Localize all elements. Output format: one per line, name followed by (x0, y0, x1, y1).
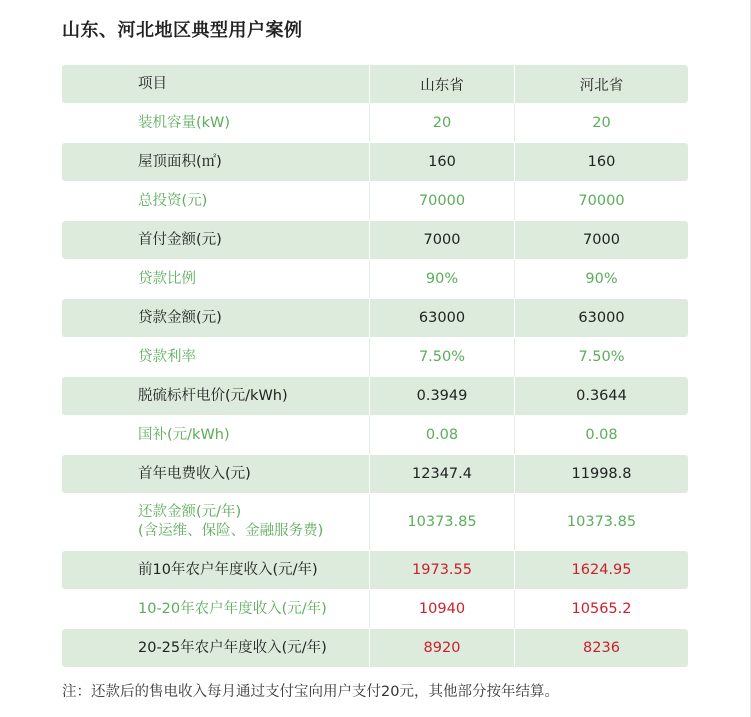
cell-shandong: 0.3949 (369, 377, 514, 415)
cell-hebei: 11998.8 (514, 455, 688, 493)
table-row-capacity (62, 104, 688, 142)
cell-hebei: 10565.2 (514, 590, 688, 628)
table-row-interest-rate (62, 338, 688, 376)
row-label: 首付金额(元) (138, 231, 222, 248)
table-row-income-first-10-years (62, 551, 688, 589)
cell-hebei: 90% (514, 260, 688, 298)
footnote: 注：还款后的售电收入每月通过支付宝向用户支付20元，其他部分按年结算。 (62, 684, 559, 700)
cell-hebei: 63000 (514, 299, 688, 337)
table-row-repayment (62, 494, 688, 550)
row-label (62, 503, 369, 541)
cell-hebei: 160 (514, 143, 688, 181)
table-row-income-10-20-years (62, 590, 688, 628)
cell-hebei: 10373.85 (514, 494, 688, 550)
cell-shandong: 70000 (369, 182, 514, 220)
row-label: 总投资(元) (138, 192, 208, 209)
table-row-first-year-income (62, 455, 688, 493)
cell-hebei: 7.50% (514, 338, 688, 376)
cell-shandong: 20 (369, 104, 514, 142)
cell-shandong: 12347.4 (369, 455, 514, 493)
cell-shandong: 10373.85 (369, 494, 514, 550)
row-label: 脱硫标杆电价(元/kWh) (138, 387, 288, 404)
row-label: 贷款金额(元) (138, 309, 222, 326)
cell-shandong: 160 (369, 143, 514, 181)
cell-hebei: 7000 (514, 221, 688, 259)
cell-hebei: 70000 (514, 182, 688, 220)
row-label: 贷款比例 (138, 270, 196, 287)
cell-hebei: 8236 (514, 629, 688, 667)
cell-shandong: 90% (369, 260, 514, 298)
table-row-down-payment (62, 221, 688, 259)
cell-shandong: 10940 (369, 590, 514, 628)
table-row-roof-area (62, 143, 688, 181)
row-label: 贷款利率 (138, 348, 196, 365)
row-label: 10-20年农户年度收入(元/年) (138, 600, 327, 617)
cell-hebei: 0.3644 (514, 377, 688, 415)
row-label: 屋顶面积(㎡) (138, 153, 222, 170)
header-hebei: 河北省 (514, 65, 688, 103)
cell-hebei: 20 (514, 104, 688, 142)
row-label: 前10年农户年度收入(元/年) (138, 561, 318, 578)
table-row-total-investment (62, 182, 688, 220)
row-label: 国补(元/kWh) (138, 426, 230, 443)
row-label-line-1: 还款金额(元/年) (138, 504, 242, 520)
row-label-line-2: (含运维、保险、金融服务费) (138, 523, 324, 539)
case-table (62, 65, 688, 668)
cell-shandong: 0.08 (369, 416, 514, 454)
row-label: 首年电费收入(元) (138, 465, 251, 482)
row-label: 装机容量(kW) (138, 114, 231, 131)
cell-shandong: 7000 (369, 221, 514, 259)
header-item: 项目 (138, 75, 167, 92)
cell-hebei: 1624.95 (514, 551, 688, 589)
cell-shandong: 8920 (369, 629, 514, 667)
cell-shandong: 1973.55 (369, 551, 514, 589)
page-title: 山东、河北地区典型用户案例 (62, 20, 303, 41)
table-header-row (62, 65, 688, 103)
row-label: 20-25年农户年度收入(元/年) (138, 639, 327, 656)
table-row-national-subsidy (62, 416, 688, 454)
cell-shandong: 63000 (369, 299, 514, 337)
cell-hebei: 0.08 (514, 416, 688, 454)
header-shandong: 山东省 (369, 65, 514, 103)
table-row-loan-amount (62, 299, 688, 337)
table-row-income-20-25-years (62, 629, 688, 667)
cell-shandong: 7.50% (369, 338, 514, 376)
table-row-loan-ratio (62, 260, 688, 298)
table-row-benchmark-price (62, 377, 688, 415)
